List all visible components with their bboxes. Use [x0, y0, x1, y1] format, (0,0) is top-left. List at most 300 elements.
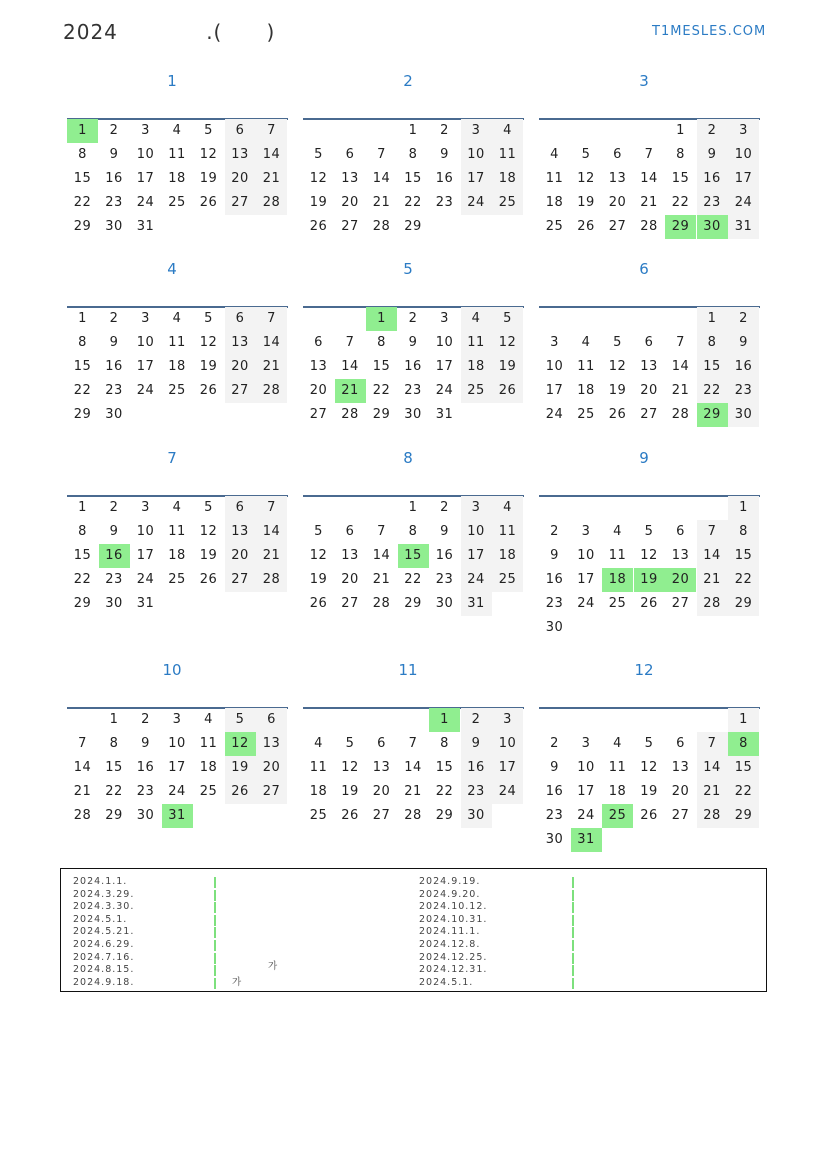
legend-date: 2024.7.16. [73, 951, 135, 963]
day-cell: 5 [225, 708, 256, 732]
legend-date: 2024.5.21. [73, 926, 135, 938]
day-cell: 13 [225, 520, 256, 544]
legend-color-bar [572, 915, 574, 926]
day-cell: 24 [136, 383, 155, 398]
day-cell: 6 [314, 335, 323, 350]
day-cell: 7 [78, 736, 87, 751]
day-cell: 15 [105, 760, 123, 775]
day-cell: 1 [408, 123, 418, 138]
day-cell: 14 [404, 760, 422, 775]
legend-color-bar [214, 927, 216, 938]
day-cell: 22 [671, 195, 690, 210]
day-cell: 8 [78, 524, 87, 539]
day-cell: 17 [136, 359, 155, 374]
day-cell: 15 [671, 171, 690, 186]
day-cell: 2 [550, 736, 559, 751]
day-cell: 29 [73, 219, 92, 234]
legend-holiday-name: 가 [268, 961, 279, 973]
day-cell: 7 [256, 307, 287, 331]
day-cell: 30 [105, 219, 123, 234]
day-cell: 13 [671, 548, 690, 563]
day-cell: 7 [256, 119, 287, 143]
day-cell: 28 [73, 808, 92, 823]
day-cell: 7 [697, 732, 728, 756]
day-cell: 13 [341, 548, 359, 563]
day-cell: 27 [640, 407, 658, 422]
day-cell: 26 [608, 407, 627, 422]
day-cell: 8 [408, 147, 418, 162]
day-cell: 27 [309, 407, 328, 422]
day-cell: 23 [105, 383, 123, 398]
day-cell: 10 [461, 520, 492, 544]
day-cell: 14 [341, 359, 359, 374]
day-cell: 16 [728, 355, 759, 379]
day-cell: 27 [671, 596, 690, 611]
day-cell: 16 [435, 171, 454, 186]
legend-color-bar [214, 940, 216, 951]
day-cell: 4 [492, 119, 523, 143]
day-cell: 1 [728, 708, 759, 732]
day-cell: 21 [640, 195, 658, 210]
day-cell: 12 [341, 760, 359, 775]
day-cell: 11 [309, 760, 328, 775]
day-cell: 18 [461, 355, 492, 379]
legend-date: 2024.3.30. [73, 901, 135, 913]
day-cell: 9 [109, 335, 119, 350]
day-cell: 23 [697, 191, 728, 215]
day-cell: 17 [461, 544, 492, 568]
day-cell: 22 [728, 568, 759, 592]
day-cell: 6 [225, 496, 256, 520]
day-cell: 18 [492, 544, 523, 568]
day-cell: 16 [545, 572, 564, 587]
legend-date: 2024.1.1. [73, 876, 128, 887]
month-divider [539, 707, 760, 709]
day-cell: 5 [204, 123, 213, 138]
day-cell: 23 [105, 195, 123, 210]
day-cell: 6 [676, 524, 685, 539]
day-cell: 17 [168, 760, 186, 775]
day-cell: 26 [492, 379, 523, 403]
day-cell: 14 [372, 548, 391, 563]
legend-date: 2024.10.12. [419, 901, 488, 913]
day-cell: 15 [73, 548, 92, 563]
day-cell: 30 [461, 804, 492, 828]
day-cell: 14 [697, 756, 728, 780]
day-cell: 31 [136, 596, 155, 611]
day-cell: 19 [492, 355, 523, 379]
legend-color-bar [572, 978, 574, 989]
day-cell: 23 [545, 596, 564, 611]
day-cell: 16 [136, 760, 155, 775]
holiday-day-cell: 21 [335, 379, 366, 403]
day-cell: 31 [461, 592, 492, 616]
day-cell: 24 [435, 383, 454, 398]
day-cell: 26 [577, 219, 595, 234]
day-cell: 6 [676, 736, 685, 751]
page-title: 2024 .( ) [63, 20, 276, 44]
day-cell: 28 [341, 407, 359, 422]
day-cell: 10 [461, 143, 492, 167]
day-cell: 4 [613, 524, 622, 539]
day-cell: 14 [671, 359, 690, 374]
day-cell: 13 [341, 171, 359, 186]
holiday-day-cell: 16 [99, 544, 130, 568]
day-cell: 8 [78, 335, 87, 350]
day-cell: 16 [404, 359, 422, 374]
day-cell: 25 [168, 572, 186, 587]
day-cell: 1 [78, 500, 87, 515]
day-cell: 14 [372, 171, 391, 186]
holiday-day-cell: 31 [571, 828, 602, 852]
day-cell: 24 [492, 780, 523, 804]
day-cell: 12 [640, 760, 658, 775]
day-cell: 26 [341, 808, 359, 823]
day-cell: 21 [73, 784, 92, 799]
legend-date: 2024.12.31. [419, 964, 488, 976]
day-cell: 14 [640, 171, 658, 186]
day-cell: 6 [345, 147, 355, 162]
day-cell: 20 [225, 167, 256, 191]
day-cell: 10 [136, 524, 155, 539]
day-cell: 20 [225, 544, 256, 568]
day-cell: 4 [172, 500, 182, 515]
month-label: 1 [167, 72, 177, 90]
day-cell: 12 [199, 524, 218, 539]
day-cell: 7 [345, 335, 355, 350]
day-cell: 13 [309, 359, 328, 374]
day-cell: 7 [408, 736, 418, 751]
day-cell: 7 [676, 335, 685, 350]
day-cell: 4 [461, 307, 492, 331]
legend-color-bar [572, 890, 574, 901]
day-cell: 27 [608, 219, 627, 234]
day-cell: 2 [728, 307, 759, 331]
day-cell: 24 [136, 572, 155, 587]
day-cell: 26 [640, 808, 658, 823]
day-cell: 10 [136, 147, 155, 162]
day-cell: 29 [404, 596, 422, 611]
holiday-day-cell: 20 [665, 568, 696, 592]
day-cell: 23 [435, 572, 454, 587]
day-cell: 25 [545, 219, 564, 234]
brand-link[interactable]: T1MESLES.COM [652, 24, 767, 39]
day-cell: 25 [199, 784, 218, 799]
legend-color-bar [572, 927, 574, 938]
day-cell: 25 [608, 596, 627, 611]
day-cell: 15 [73, 359, 92, 374]
day-cell: 20 [341, 195, 359, 210]
day-cell: 27 [671, 808, 690, 823]
day-cell: 3 [728, 119, 759, 143]
day-cell: 28 [404, 808, 422, 823]
day-cell: 4 [550, 147, 559, 162]
day-cell: 16 [461, 756, 492, 780]
day-cell: 11 [545, 171, 564, 186]
day-cell: 21 [697, 780, 728, 804]
day-cell: 5 [345, 736, 355, 751]
day-cell: 17 [492, 756, 523, 780]
day-cell: 22 [404, 572, 422, 587]
day-cell: 2 [550, 524, 559, 539]
day-cell: 5 [492, 307, 523, 331]
day-cell: 9 [550, 548, 559, 563]
day-cell: 22 [372, 383, 391, 398]
day-cell: 1 [676, 123, 685, 138]
day-cell: 21 [256, 167, 287, 191]
legend-color-bar [572, 940, 574, 951]
day-cell: 25 [577, 407, 595, 422]
day-cell: 27 [341, 596, 359, 611]
day-cell: 22 [728, 780, 759, 804]
legend-date: 2024.12.25. [419, 951, 488, 963]
day-cell: 11 [461, 331, 492, 355]
day-cell: 15 [728, 544, 759, 568]
day-cell: 11 [168, 335, 186, 350]
day-cell: 12 [577, 171, 595, 186]
day-cell: 2 [109, 311, 119, 326]
day-cell: 10 [545, 359, 564, 374]
day-cell: 26 [199, 195, 218, 210]
day-cell: 21 [372, 572, 391, 587]
day-cell: 29 [404, 219, 422, 234]
day-cell: 4 [492, 496, 523, 520]
day-cell: 21 [256, 544, 287, 568]
holiday-day-cell: 31 [162, 804, 193, 828]
day-cell: 9 [440, 147, 449, 162]
day-cell: 8 [440, 736, 449, 751]
legend-date: 2024.6.29. [73, 938, 135, 950]
day-cell: 9 [109, 147, 119, 162]
day-cell: 29 [372, 407, 391, 422]
day-cell: 9 [109, 524, 119, 539]
holiday-day-cell: 1 [67, 119, 98, 143]
day-cell: 2 [109, 500, 119, 515]
legend-date: 2024.5.1. [419, 976, 474, 988]
day-cell: 15 [404, 171, 422, 186]
day-cell: 10 [728, 143, 759, 167]
day-cell: 18 [608, 784, 627, 799]
day-cell: 12 [608, 359, 627, 374]
legend-color-bar [572, 953, 574, 964]
day-cell: 9 [728, 331, 759, 355]
day-cell: 17 [728, 167, 759, 191]
day-cell: 20 [640, 383, 658, 398]
day-cell: 19 [199, 359, 218, 374]
day-cell: 4 [172, 311, 182, 326]
day-cell: 1 [78, 311, 87, 326]
day-cell: 3 [461, 496, 492, 520]
holiday-day-cell: 8 [728, 732, 759, 756]
day-cell: 31 [728, 215, 759, 239]
day-cell: 29 [728, 804, 759, 828]
day-cell: 21 [372, 195, 391, 210]
day-cell: 6 [377, 736, 386, 751]
day-cell: 23 [136, 784, 155, 799]
day-cell: 20 [341, 572, 359, 587]
day-cell: 15 [728, 756, 759, 780]
day-cell: 24 [728, 191, 759, 215]
day-cell: 30 [105, 596, 123, 611]
day-cell: 23 [728, 379, 759, 403]
day-cell: 30 [404, 407, 422, 422]
month-label: 6 [639, 260, 649, 278]
legend-color-bar [572, 965, 574, 976]
month-divider [539, 495, 760, 497]
day-cell: 8 [728, 520, 759, 544]
day-cell: 3 [141, 311, 150, 326]
day-cell: 1 [728, 496, 759, 520]
day-cell: 18 [492, 167, 523, 191]
day-cell: 25 [461, 379, 492, 403]
day-cell: 18 [168, 548, 186, 563]
legend-date: 2024.11.1. [419, 926, 481, 938]
day-cell: 20 [256, 756, 287, 780]
month-label: 8 [403, 449, 413, 467]
day-cell: 6 [225, 119, 256, 143]
legend-color-bar [214, 877, 216, 888]
day-cell: 10 [435, 335, 454, 350]
day-cell: 4 [613, 736, 622, 751]
holiday-day-cell: 18 [602, 568, 633, 592]
day-cell: 13 [640, 359, 658, 374]
day-cell: 9 [550, 760, 559, 775]
day-cell: 10 [577, 548, 595, 563]
holiday-day-cell: 19 [634, 568, 665, 592]
day-cell: 4 [581, 335, 591, 350]
day-cell: 27 [256, 780, 287, 804]
day-cell: 12 [640, 548, 658, 563]
day-cell: 25 [492, 191, 523, 215]
day-cell: 14 [697, 544, 728, 568]
day-cell: 17 [577, 572, 595, 587]
day-cell: 11 [577, 359, 595, 374]
day-cell: 5 [644, 524, 654, 539]
holiday-day-cell: 15 [398, 544, 429, 568]
day-cell: 6 [225, 307, 256, 331]
day-cell: 8 [676, 147, 685, 162]
day-cell: 25 [168, 383, 186, 398]
month-label: 9 [639, 449, 649, 467]
day-cell: 4 [314, 736, 323, 751]
day-cell: 27 [225, 568, 256, 592]
legend-color-bar [214, 953, 216, 964]
legend-date: 2024.9.18. [73, 976, 135, 988]
legend-color-bar [214, 902, 216, 913]
day-cell: 20 [671, 784, 690, 799]
month-label: 3 [639, 72, 649, 90]
day-cell: 17 [136, 548, 155, 563]
day-cell: 19 [608, 383, 627, 398]
month-label: 2 [403, 72, 413, 90]
day-cell: 27 [225, 191, 256, 215]
day-cell: 5 [314, 147, 323, 162]
day-cell: 24 [577, 596, 595, 611]
day-cell: 2 [440, 123, 449, 138]
day-cell: 18 [577, 383, 595, 398]
day-cell: 16 [105, 359, 123, 374]
day-cell: 8 [697, 331, 728, 355]
day-cell: 20 [225, 355, 256, 379]
day-cell: 11 [608, 760, 627, 775]
day-cell: 26 [199, 383, 218, 398]
day-cell: 2 [109, 123, 119, 138]
day-cell: 1 [109, 712, 119, 727]
day-cell: 2 [408, 311, 418, 326]
day-cell: 11 [199, 736, 218, 751]
day-cell: 8 [109, 736, 119, 751]
day-cell: 25 [168, 195, 186, 210]
day-cell: 24 [577, 808, 595, 823]
day-cell: 3 [581, 524, 591, 539]
day-cell: 11 [608, 548, 627, 563]
month-label: 5 [403, 260, 413, 278]
month-label: 12 [634, 661, 654, 679]
day-cell: 2 [141, 712, 150, 727]
day-cell: 30 [728, 403, 759, 427]
day-cell: 14 [256, 331, 287, 355]
day-cell: 28 [372, 596, 391, 611]
day-cell: 3 [440, 311, 449, 326]
day-cell: 28 [671, 407, 690, 422]
day-cell: 11 [492, 143, 523, 167]
legend-color-bar [572, 877, 574, 888]
day-cell: 16 [435, 548, 454, 563]
holiday-day-cell: 29 [697, 403, 728, 427]
day-cell: 13 [256, 732, 287, 756]
day-cell: 17 [435, 359, 454, 374]
day-cell: 22 [73, 383, 92, 398]
day-cell: 13 [225, 143, 256, 167]
day-cell: 28 [256, 191, 287, 215]
day-cell: 17 [545, 383, 564, 398]
day-cell: 26 [309, 219, 328, 234]
day-cell: 10 [136, 335, 155, 350]
day-cell: 10 [492, 732, 523, 756]
day-cell: 30 [545, 620, 564, 635]
day-cell: 5 [581, 147, 591, 162]
month-label: 11 [398, 661, 418, 679]
day-cell: 11 [168, 524, 186, 539]
day-cell: 14 [73, 760, 92, 775]
day-cell: 25 [309, 808, 328, 823]
day-cell: 4 [172, 123, 182, 138]
day-cell: 17 [577, 784, 595, 799]
day-cell: 9 [697, 143, 728, 167]
day-cell: 28 [697, 592, 728, 616]
legend-color-bar [214, 965, 216, 976]
day-cell: 21 [697, 568, 728, 592]
day-cell: 24 [136, 195, 155, 210]
holiday-day-cell: 29 [665, 215, 696, 239]
day-cell: 22 [697, 379, 728, 403]
legend-date: 2024.3.29. [73, 888, 135, 900]
day-cell: 30 [105, 407, 123, 422]
day-cell: 26 [199, 572, 218, 587]
legend-date: 2024.10.31. [419, 913, 488, 925]
day-cell: 3 [581, 736, 591, 751]
day-cell: 3 [141, 500, 150, 515]
day-cell: 22 [73, 572, 92, 587]
day-cell: 29 [435, 808, 454, 823]
day-cell: 30 [545, 832, 564, 847]
day-cell: 28 [640, 219, 658, 234]
day-cell: 26 [225, 780, 256, 804]
day-cell: 22 [435, 784, 454, 799]
legend-holiday-name: 가 [232, 976, 243, 988]
day-cell: 18 [168, 359, 186, 374]
day-cell: 29 [728, 592, 759, 616]
